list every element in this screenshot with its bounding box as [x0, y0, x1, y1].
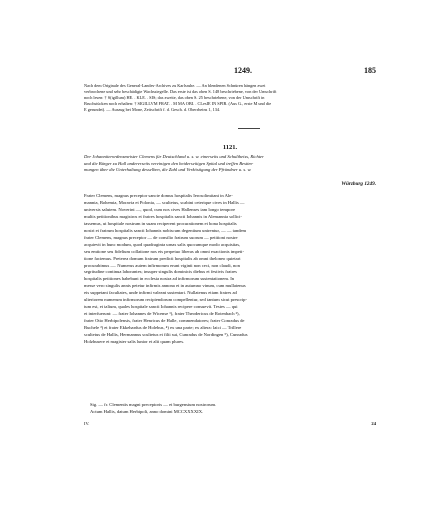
body-line: ulteriorem numerum infirmorum recipiendorum compellentur, sed tantum sicut prescrip-	[84, 297, 247, 303]
section-divider	[238, 128, 260, 129]
source-note	[84, 83, 376, 113]
body-line: eis suppetant facultates, unde infirmi valeant sustentari. Nullatenus etiam fratres ad	[84, 290, 237, 296]
rubric-line: mungen über die Unterhaltung desselben, die Zahl und Verköstigung der Pfründner u. s. w.	[84, 167, 252, 173]
body-line: segritudine continua laborantes; insuper singulis dominicis diebus et festivis fratres	[84, 269, 237, 275]
body-line: procurabimus —. Numerus autem infirmorum erunt viginti non ceci, non claudi, non	[84, 262, 240, 268]
body-line: tione faciemus. Preterea domum fratrum predicti hospitalis ab omni theloneo quietari	[84, 255, 241, 261]
body-line: hospitalis petitiones habebunt in ecclesia nostra ad infirmorum sustentationem. In	[84, 276, 235, 282]
source-note-line: verbrochene und sehr beschädigte Wachssiegelle. Das erste ist das oben S. 148 beschriebene, von der Umschrift	[84, 89, 277, 94]
running-header	[84, 66, 376, 78]
source-note-line: E gerundet). — Auszug bei Mone, Zeitschrift f. d. Gesch. d. Oberrheins 1, 134.	[84, 107, 221, 112]
body-line: scultetus de Hallis, Hermannus scultetus et filii sui, Cunradus de Nordingen ⁵), Cunradus	[84, 332, 248, 338]
source-note-line: noch lesen: † S(igillum) HE. . KLE. . SIS; das zweite, das oben S. 25 beschriebene, von der Umschrift in	[84, 95, 265, 100]
body-line: multis petitionibus magistros et fratres hospitalis sancti Iohannis in Alemannia sollici-	[84, 213, 242, 219]
body-line: mannia, Bohemia, Moravia et Polonia, — scultetus, scabini ceterique cives in Hallis —	[84, 199, 245, 205]
dating-line: Actum Hallis, datum Herbipoli, anno domini MCCXXXXIX.	[90, 408, 204, 414]
body-line: frater Otto Herbipolensis, frater Henricus de Halle, commendatores; frater Conradus de	[84, 318, 245, 324]
sealing-line: Sig. — fr. Clementis magni preceptoris — et burgensium nostrorum.	[90, 402, 217, 407]
charter-body	[84, 193, 376, 346]
sealing-clause	[90, 402, 376, 416]
body-line: messe vero singulis annis petetur infirmis annona et in autumno vinum, cum mullatenus	[84, 283, 246, 289]
body-line: Frater Clemens, magnus preceptor sancte domus hospitalis Ierosolimitani in Ale-	[84, 193, 233, 198]
source-note-line: Nach dem Originale des General-Landes-Archives zu Karlsruhe. — An blendenen Schnüren hängen zwei	[84, 83, 266, 88]
body-line: Holzhusere et magister salis lunior et alii quam plures.	[84, 339, 185, 345]
charter-rubric	[84, 154, 376, 174]
volume-signature: IV.	[84, 421, 90, 426]
page-footer	[84, 421, 376, 431]
body-line: acquievit in hunc modum, quod quadraginta urnas salis quocumque modo acquisitas,	[84, 241, 241, 247]
place-date: Würzburg 1249.	[341, 181, 376, 187]
page-number: 185	[364, 66, 376, 75]
rubric-line: Der Johanniterordensmeister Clemens für Deutschland u. s. w. einerseits und Schultheiss, Richter	[84, 154, 264, 159]
body-line: tassemus, ut hospitale nostrum in suam reciperent procurationem et bona hospitalis	[84, 220, 237, 226]
body-line: Buchele ³) et frater Ekkehardus de Holebus, ⁴) ex una parte; ex altera: laici — Trillere	[84, 325, 242, 331]
source-note-line: Bruchstücken noch erhalten: † SIGILLVM FRAT. . M MA OBI. . CLesIE IN SPIR. (Aus G., erste M und die	[84, 101, 272, 106]
body-line: seu emtione seu fidelium collatione nos eis perpetuo liberas ab omni exactionis impeti-	[84, 248, 244, 254]
header-year: 1249.	[234, 66, 252, 75]
body-line: et interfuerunt: — frater Iohannes de Wicense ¹), frater Theodericus de Rotenbach ²),	[84, 311, 240, 317]
body-line: tum est, et talium, quales hospitale sancti Iohannis recipere consuevit. Testes — qui	[84, 304, 238, 310]
rubric-line: und die Bürger zu Hall andererseits vereinigen den beiderseitigen Spital und treffen Bestim-	[84, 160, 254, 166]
sheet-signature: 24	[371, 421, 376, 426]
body-line: frater Clemens, magnus preceptor — de consilio fratrum suorum — petitioni nostre	[84, 234, 238, 240]
body-line: universis salutem. Noverint —, quod, cum nos cives Hallenses iam longo tempore	[84, 206, 236, 212]
charter-number: 1121.	[222, 144, 238, 151]
body-line: nostri et fratrum hospitalis sancti Iohannis nobiscum degentium unirentur, — — tandem	[84, 227, 247, 233]
